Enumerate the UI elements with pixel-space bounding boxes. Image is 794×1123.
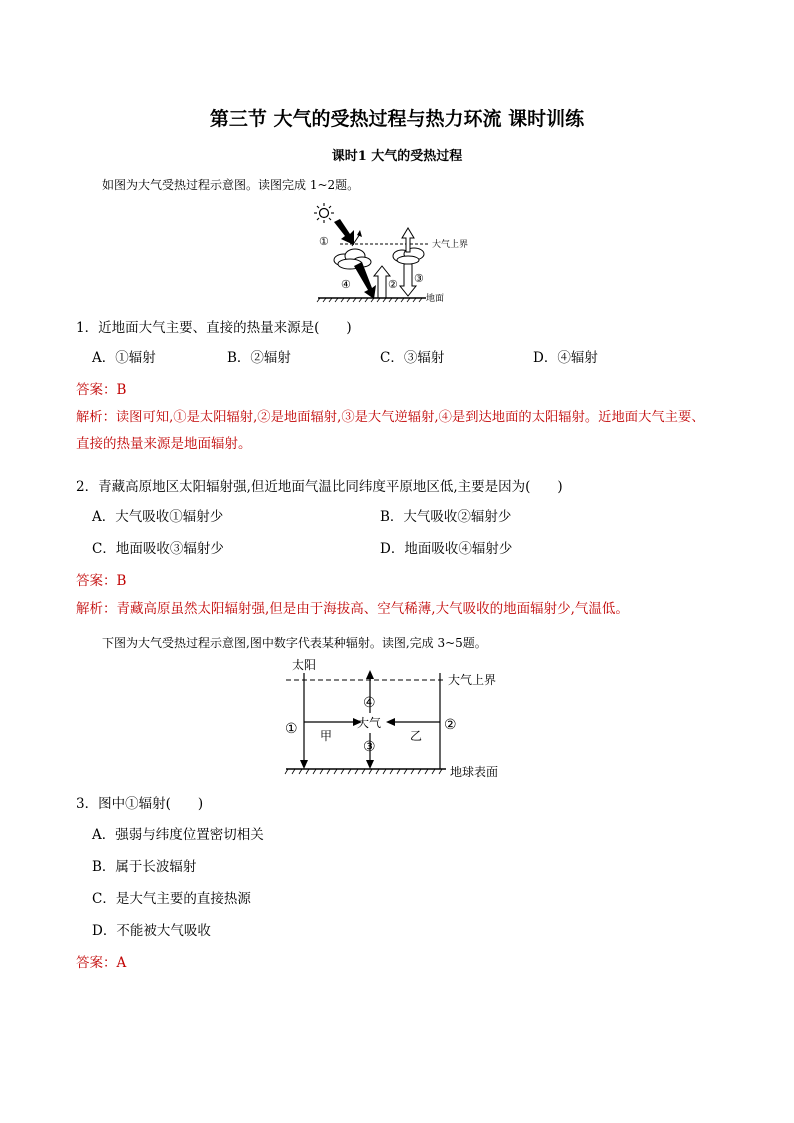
mark-4: ④: [341, 278, 351, 291]
q3-option-c: C．是大气主要的直接热源: [92, 891, 251, 907]
q3-answer: 答案：A: [76, 955, 127, 971]
mark-2: ②: [444, 717, 457, 733]
q1-explanation-line-1: 解析：读图可知,①是太阳辐射,②是地面辐射,③是大气逆辐射,④是到达地面的太阳辐射。近地面大气主要、: [76, 410, 705, 425]
intro-text-1: 如图为大气受热过程示意图。读图完成 1~2题。: [102, 178, 360, 192]
q3-option-a: A．强弱与纬度位置密切相关: [92, 827, 264, 843]
q2-option-b: B．大气吸收②辐射少: [380, 509, 512, 525]
label-atmosphere-top: 大气上界: [448, 673, 497, 687]
question-1-stem: 1．近地面大气主要、直接的热量来源是( ): [76, 320, 352, 336]
q2-answer: 答案：B: [76, 573, 127, 589]
question-2-stem: 2．青藏高原地区太阳辐射强,但近地面气温比同纬度平原地区低,主要是因为( ): [76, 479, 563, 495]
q1-explanation-line-2: 直接的热量来源是地面辐射。: [76, 436, 252, 452]
q1-answer: 答案：B: [76, 382, 127, 398]
sun-icon: [314, 203, 334, 223]
q2-option-c: C．地面吸收③辐射少: [92, 541, 224, 557]
mark-3: ③: [414, 272, 424, 285]
heating-process-diagram-2: [280, 655, 530, 783]
label-sun: 太阳: [292, 658, 317, 672]
heating-process-diagram-1: [310, 200, 469, 304]
label-earth-surface: 地球表面: [450, 765, 499, 779]
q2-option-d: D．地面吸收④辐射少: [380, 541, 513, 557]
q3-option-b: B．属于长波辐射: [92, 859, 197, 875]
q1-option-c: C．③辐射: [380, 350, 445, 366]
solar-radiation-arrow: [334, 219, 354, 245]
q1-option-b: B．②辐射: [227, 350, 291, 366]
q2-explanation: 解析：青藏高原虽然太阳辐射强,但是由于海拔高、空气稀薄,大气吸收的地面辐射少,气温低。: [76, 601, 629, 617]
cloud-icon: [334, 249, 371, 269]
intro-text-2: 下图为大气受热过程示意图,图中数字代表某种辐射。读图,完成 3~5题。: [102, 636, 487, 650]
mark-1: ①: [319, 235, 329, 248]
mark-1: ①: [285, 721, 298, 737]
mark-2: ②: [388, 278, 398, 291]
question-3-stem: 3．图中①辐射( ): [76, 796, 204, 812]
label-jia: 甲: [320, 729, 333, 743]
page-subtitle: 课时1 大气的受热过程: [331, 149, 463, 164]
label-atmosphere-top: 大气上界: [432, 240, 469, 250]
q1-option-d: D．④辐射: [533, 350, 598, 366]
label-air: 大气: [357, 716, 382, 730]
mark-4: ④: [363, 695, 376, 711]
label-ground: 地面: [426, 294, 445, 304]
q3-option-d: D．不能被大气吸收: [92, 923, 211, 939]
surface-solar-arrow: [354, 262, 376, 299]
q1-option-a: A．①辐射: [92, 350, 156, 366]
mark-3: ③: [363, 739, 376, 755]
page-title: 第三节 大气的受热过程与热力环流 课时训练: [209, 108, 585, 130]
q2-option-a: A．大气吸收①辐射少: [92, 509, 224, 525]
label-yi: 乙: [410, 729, 423, 743]
